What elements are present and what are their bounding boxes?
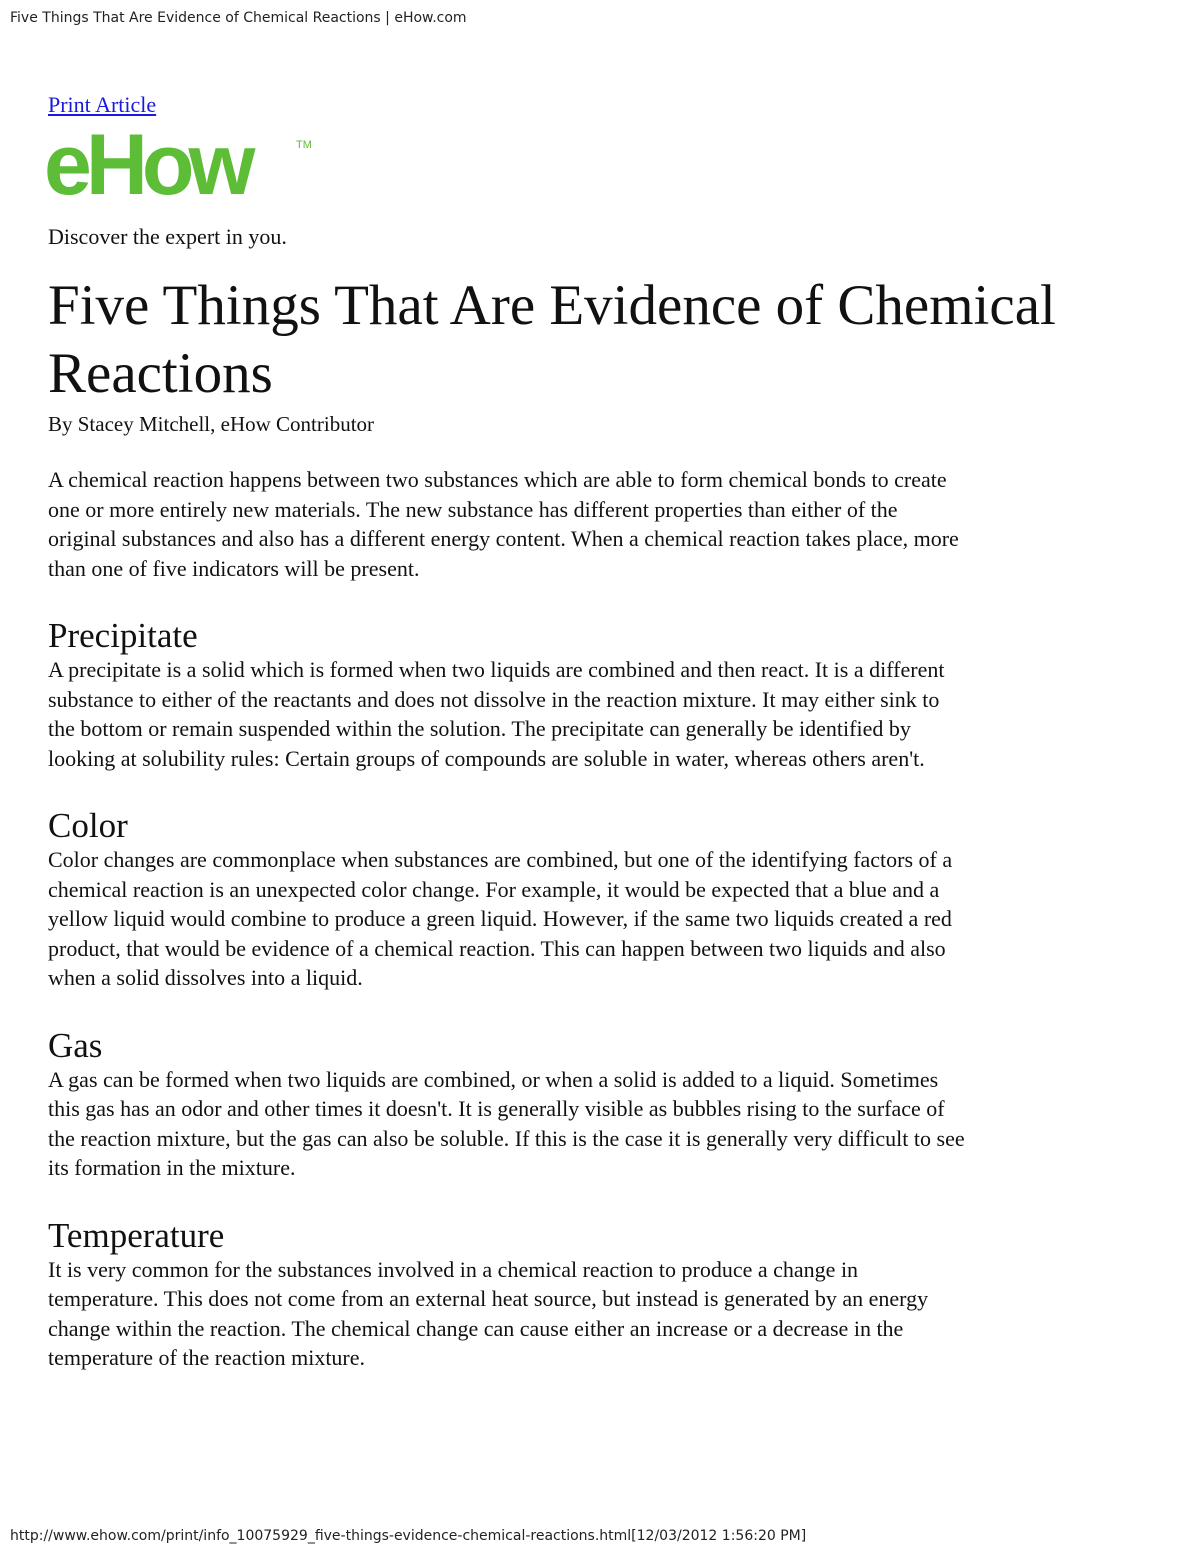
logo-trademark: TM [296,139,312,151]
article-title: Five Things That Are Evidence of Chemical Reactions [48,274,1056,405]
section-heading-gas: Gas [48,1025,103,1065]
tagline: Discover the expert in you. [48,224,287,249]
section-heading-color: Color [48,806,128,845]
section-heading-temperature: Temperature [48,1215,225,1255]
print-footer-url: http://www.ehow.com/print/info_10075929_five-things-evidence-chemical-reactions.html[12/03/2012 1:56:20 PM] [10,1528,807,1544]
section-heading-precipitate: Precipitate [48,616,198,655]
section-text-color: Color changes are commonplace when substances are combined, but one of the identifying factors of a chemical reaction is an unexpected color change. For example, it would be expected that a blue and a yellow liquid would combine to produce a green liquid. However, if the same two liquids created a red product, that would be evidence of a chemical reaction. This can happen between two liquids and also when a solid dissolves into a liquid. [48,847,953,990]
section-text-temperature: It is very common for the substances involved in a chemical reaction to produce a change in temperature. This does not come from an external heat source, but instead is generated by an energy change within the reaction. The chemical change can cause either an increase or a decrease in the temperature of the reaction mixture. [48,1256,929,1370]
ehow-logo [44,128,314,204]
article-intro: A chemical reaction happens between two substances which are able to form chemical bonds to create one or more entirely new materials. The new substance has different properties than either of the original substances and also has a different energy content. When a chemical reaction takes place, more than one of five indicators will be present. [48,467,959,581]
logo-text: eHow [44,128,250,204]
article-page [44,92,1158,1373]
print-header: Five Things That Are Evidence of Chemical Reactions | eHow.com [10,10,467,26]
print-article-link[interactable]: Print Article [48,92,157,117]
article-byline: By Stacey Mitchell, eHow Contributor [48,412,375,436]
section-text-gas: A gas can be formed when two liquids are combined, or when a solid is added to a liquid. Sometimes this gas has an odor and other times it doesn't. It is generally visible as bubbles rising to the surface of the reaction mixture, but the gas can also be soluble. If this is the case it is generally very difficult to see its formation in the mixture. [48,1066,965,1180]
section-text-precipitate: A precipitate is a solid which is formed when two liquids are combined and then react. It is a different substance to either of the reactants and does not dissolve in the reaction mixture. It may either sink to the bottom or remain suspended within the solution. The precipitate can generally be identified by looking at solubility rules: Certain groups of compounds are soluble in water, whereas others aren't. [48,657,945,771]
